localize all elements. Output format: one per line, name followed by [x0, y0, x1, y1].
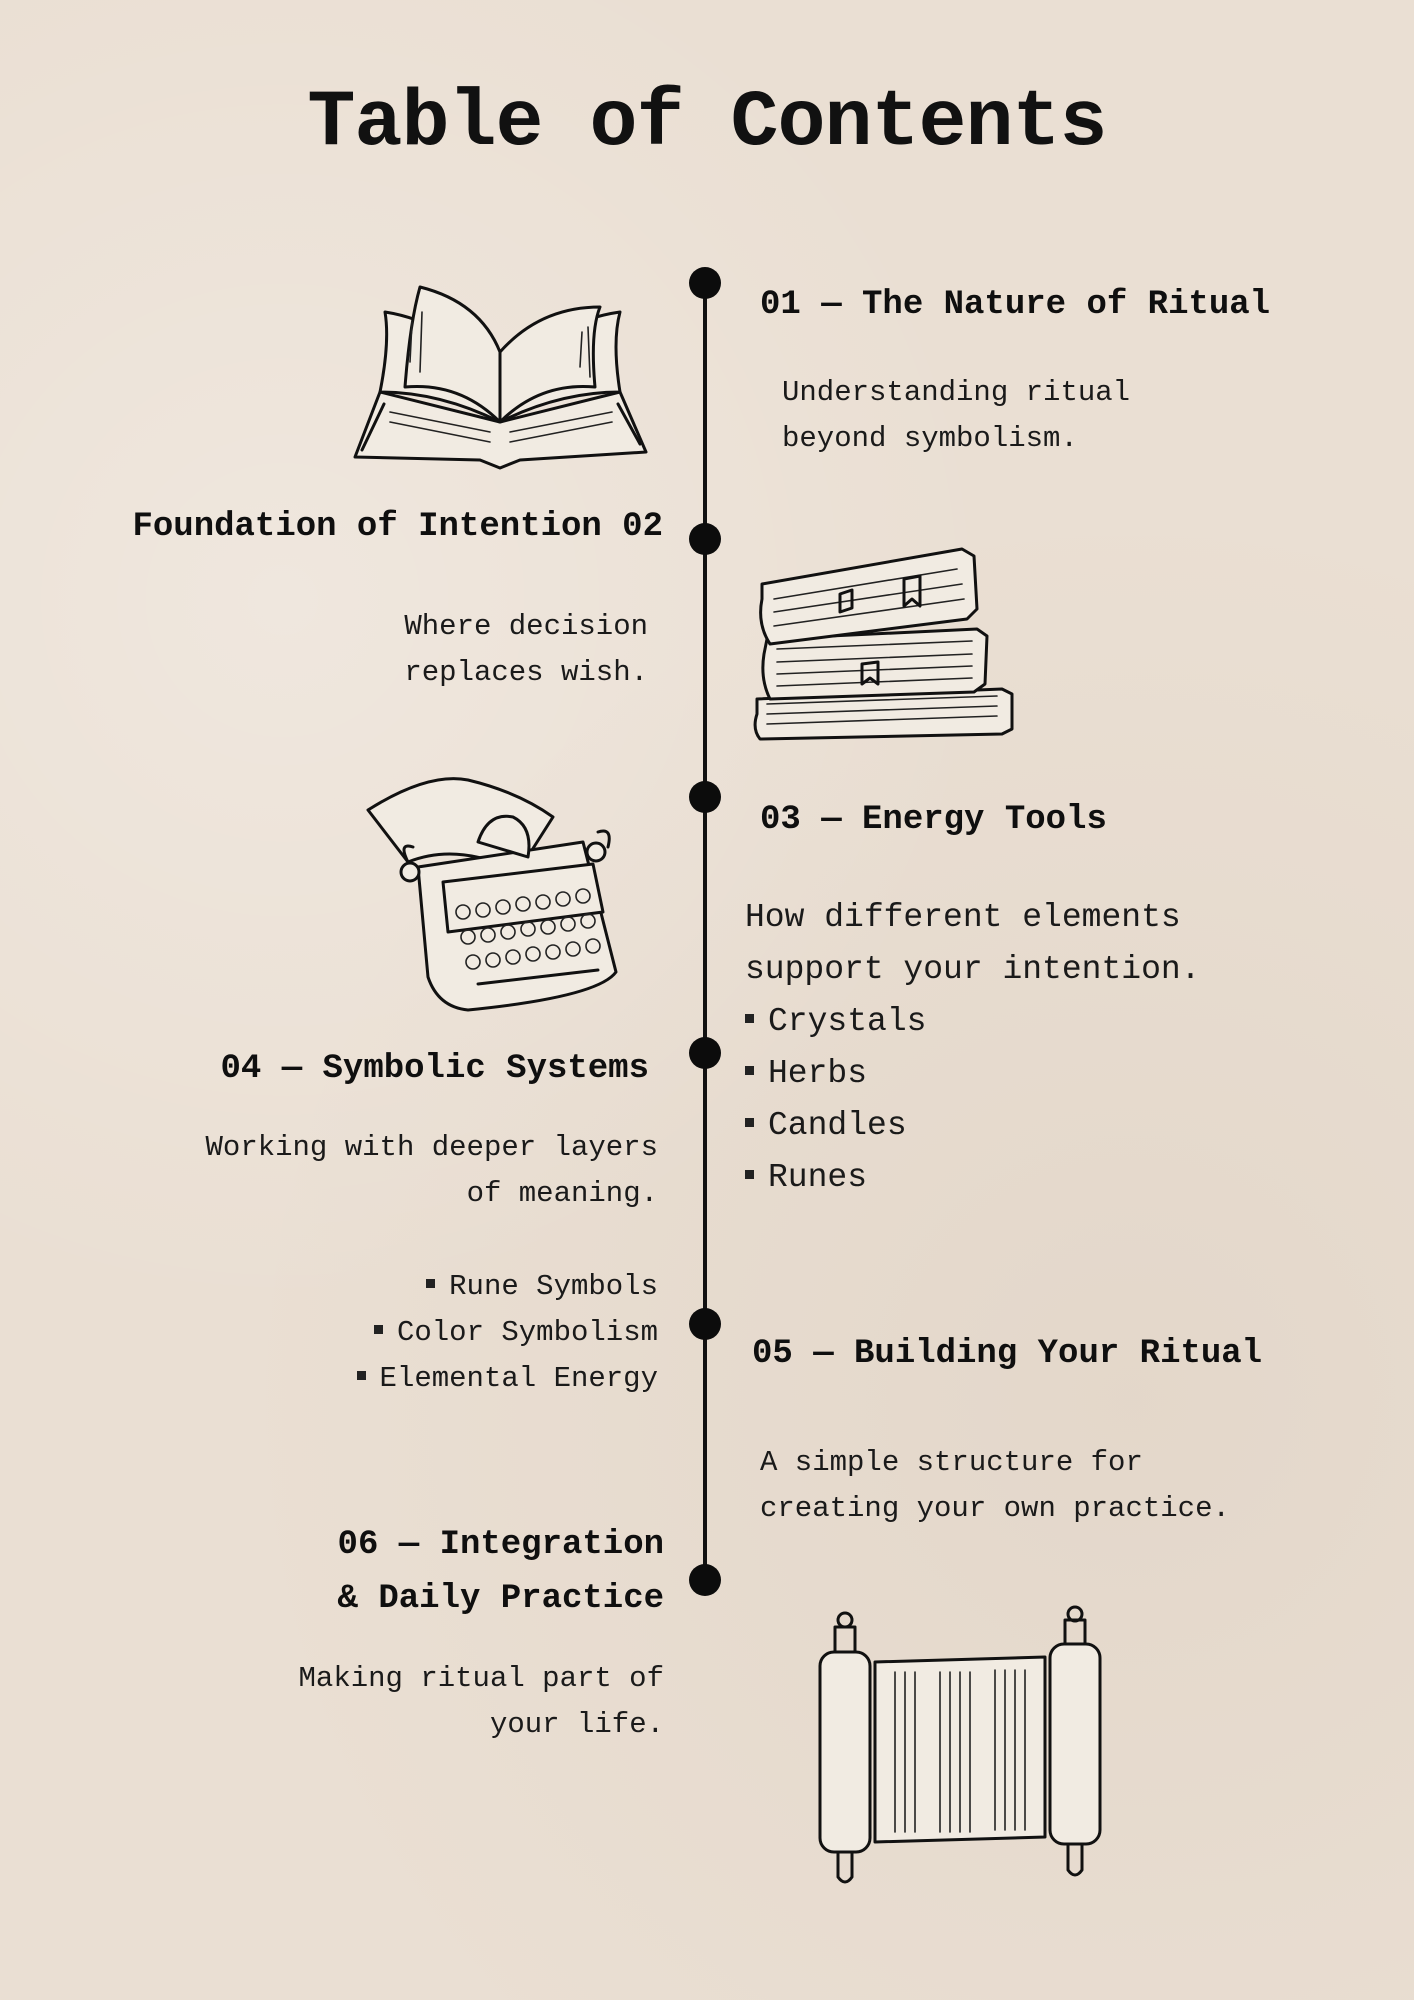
page-title: Table of Contents: [307, 78, 1107, 169]
list-item: Rune Symbols: [357, 1264, 658, 1310]
timeline-dot-04: [689, 1037, 721, 1069]
symbolic-systems-list: [357, 1264, 658, 1402]
list-item: Candles: [745, 1100, 1200, 1152]
section-02-description: Where decision replaces wish.: [404, 610, 648, 689]
section-06-heading: 06 — Integration & Daily Practice: [337, 1526, 664, 1618]
section-02-heading: Foundation of Intention 02: [132, 508, 663, 546]
list-item: Color Symbolism: [357, 1310, 658, 1356]
timeline-dot-06: [689, 1564, 721, 1596]
timeline-line: [703, 283, 707, 1580]
scroll-icon: [800, 1612, 1100, 1892]
energy-tools-list: [745, 996, 1200, 1204]
timeline-dot-05: [689, 1308, 721, 1340]
section-05-description: A simple structure for creating your own practice.: [760, 1446, 1230, 1525]
open-book-icon: [350, 282, 650, 472]
section-04-heading: 04 — Symbolic Systems: [220, 1050, 649, 1088]
list-item: Crystals: [745, 996, 1200, 1048]
section-01-description: Understanding ritual beyond symbolism.: [782, 376, 1131, 455]
section-05-heading: 05 — Building Your Ritual: [752, 1335, 1263, 1373]
timeline-dot-01: [689, 267, 721, 299]
typewriter-icon: [368, 772, 648, 1017]
list-item: Runes: [745, 1152, 1200, 1204]
section-04-description: Working with deeper layers of meaning.: [205, 1131, 658, 1210]
timeline-dot-02: [689, 523, 721, 555]
list-item: Herbs: [745, 1048, 1200, 1100]
timeline-dot-03: [689, 781, 721, 813]
list-item: Elemental Energy: [357, 1356, 658, 1402]
section-06-description: Making ritual part of your life.: [298, 1662, 664, 1741]
section-03-description: How different elements support your intention. Crystals Herbs Candles Runes: [745, 892, 1200, 1204]
section-01-heading: 01 — The Nature of Ritual: [760, 286, 1271, 324]
book-stack-icon: [752, 544, 1017, 744]
section-03-heading: 03 — Energy Tools: [760, 801, 1107, 839]
